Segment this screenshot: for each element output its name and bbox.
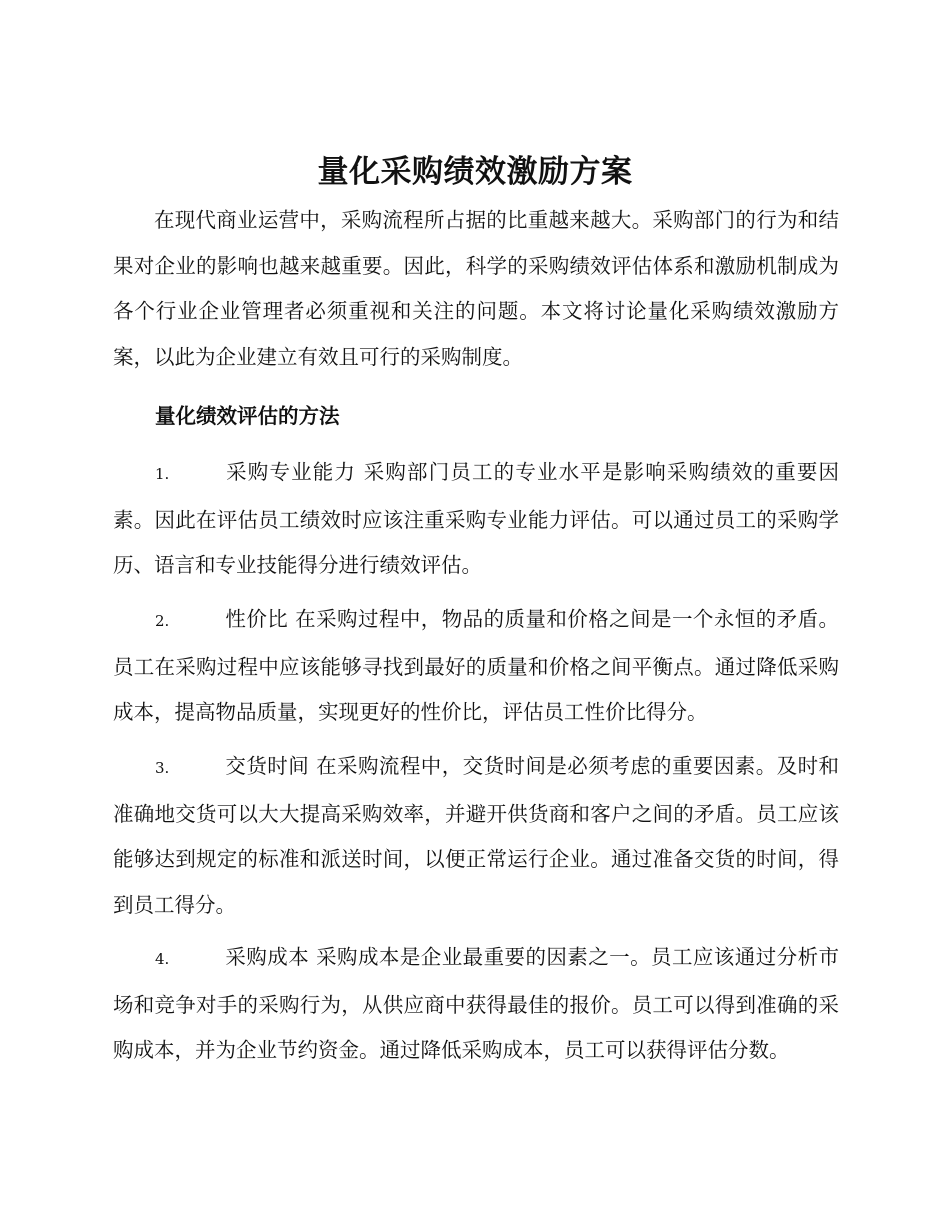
section-heading: 量化绩效评估的方法 [155, 404, 340, 428]
list-item-text: 采购专业能力 采购部门员工的专业水平是影响采购绩效的重要因素。因此在评估员工绩效时应该注重采购专业能力评估。可以通过员工的采购学历、语言和专业技能得分进行绩效评估。 [113, 460, 839, 577]
list-item-text: 交货时间 在采购流程中，交货时间是必须考虑的重要因素。及时和准确地交货可以大大提高采购效率，并避开供货商和客户之间的矛盾。员工应该能够达到规定的标准和派送时间，以便正常运行企业。通过准备交货的时间，得到员工得分。 [113, 754, 839, 917]
list-item-number: 2. [155, 612, 170, 630]
list-item-text: 采购成本 采购成本是企业最重要的因素之一。员工应该通过分析市场和竞争对手的采购行为，从供应商中获得最佳的报价。员工可以得到准确的采购成本，并为企业节约资金。通过降低采购成本，员工可以获得评估分数。 [113, 945, 839, 1062]
document-title: 量化采购绩效激励方案 [317, 154, 633, 190]
list-item-text: 性价比 在采购过程中，物品的质量和价格之间是一个永恒的矛盾。员工在采购过程中应该能够寻找到最好的质量和价格之间平衡点。通过降低采购成本，提高物品质量，实现更好的性价比，评估员工性价比得分。 [113, 607, 839, 724]
intro-paragraph: 在现代商业运营中，采购流程所占据的比重越来越大。采购部门的行为和结果对企业的影响也越来越重要。因此，科学的采购绩效评估体系和激励机制成为各个行业企业管理者必须重视和关注的问题。本文将讨论量化采购绩效激励方案，以此为企业建立有效且可行的采购制度。 [113, 208, 839, 369]
list-item [113, 935, 839, 1074]
list-item-number: 3. [155, 759, 170, 777]
list-item [113, 744, 839, 928]
list-item [113, 597, 839, 736]
list-item-number: 1. [155, 465, 170, 483]
list-item-number: 4. [155, 950, 170, 968]
list-item [113, 450, 839, 589]
